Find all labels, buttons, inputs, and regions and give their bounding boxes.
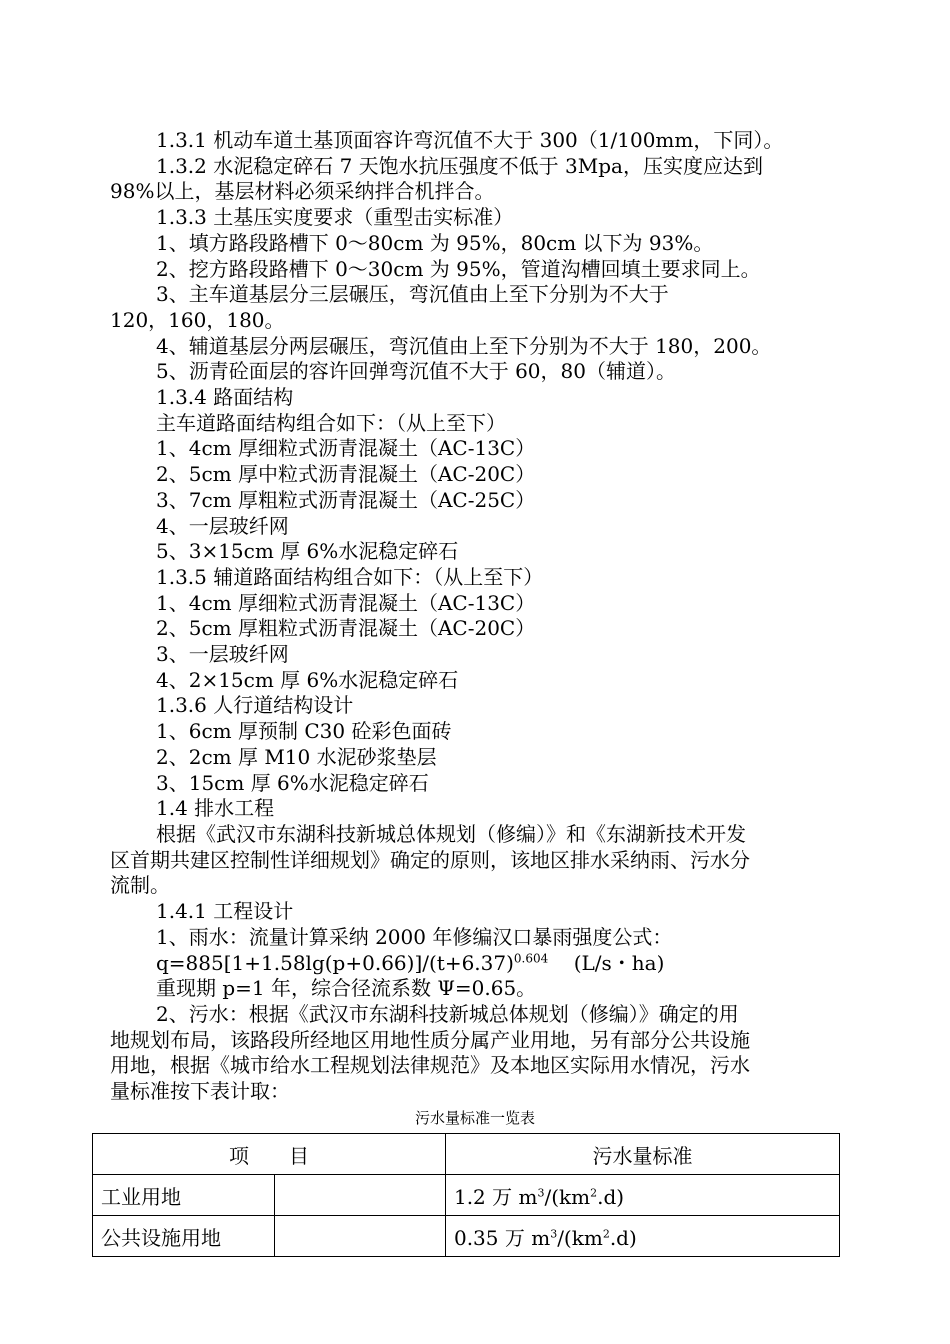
table-caption: 污水量标准一览表 (414, 1109, 535, 1127)
row-sub (274, 1175, 445, 1216)
text-line: 1、4cm 厚细粒式沥青混凝土（AC-13C） (156, 436, 536, 461)
paragraph-block-2 (110, 976, 832, 1105)
table-row (93, 1175, 840, 1216)
formula-main: q=885[1+1.58lg(p+0.66)]/(t+6.37) (156, 950, 514, 975)
text-line: 1.4 排水工程 (156, 796, 275, 821)
text-line: 1.3.4 路面结构 (156, 385, 294, 410)
text-line: 5、沥青砼面层的容许回弹弯沉值不大于 60，80（辅道）。 (156, 359, 676, 384)
text-line: 2、污水：根据《武汉市东湖科技新城总体规划（修编）》确定的用 (156, 1001, 739, 1026)
text-line: 3、15cm 厚 6%水泥稳定碎石 (156, 770, 429, 795)
text-line: 1、6cm 厚预制 C30 砼彩色面砖 (156, 719, 452, 744)
text-line: 1.3.5 辅道路面结构组合如下：（从上至下） (156, 564, 544, 589)
text-line: 1.3.6 人行道结构设计 (156, 693, 354, 718)
text-line: 根据《武汉市东湖科技新城总体规划（修编）》和《东湖新技术开发 (156, 821, 746, 846)
text-line: 2、5cm 厚粗粒式沥青混凝土（AC-20C） (156, 616, 536, 641)
text-line: 2、5cm 厚中粒式沥青混凝土（AC-20C） (156, 462, 536, 487)
text-line: 4、一层玻纤网 (156, 513, 289, 538)
text-line: 1.3.3 土基压实度要求（重型击实标准） (156, 205, 514, 230)
text-line: 地规划布局，该路段所经地区用地性质分属产业用地，另有部分公共设施 (110, 1027, 750, 1052)
row-value: 0.35 万 $m^3/(km^2.d)$ (445, 1216, 839, 1257)
text-line: 2、2cm 厚 M10 水泥砂浆垫层 (156, 744, 437, 769)
text-line: 3、一层玻纤网 (156, 642, 289, 667)
formula-unit: (L/s・ha) (573, 950, 665, 975)
paragraph-block (110, 128, 832, 951)
text-line: 1、雨水：流量计算采纳 2000 年修编汉口暴雨强度公式： (156, 924, 673, 949)
text-line: 1.3.2 水泥稳定碎石 7 天饱水抗压强度不低于 3Mpa，压实度应达到 (156, 153, 763, 178)
table-header-row (93, 1134, 840, 1175)
text-line: 1、填方路段路槽下 0～80cm 为 95%，80cm 以下为 93%。 (156, 230, 714, 255)
text-line: 用地，根据《城市给水工程规划法律规范》及本地区实际用水情况，污水 (110, 1053, 750, 1078)
row-value: 1.2 万 $m^3/(km^2.d)$ (445, 1175, 839, 1216)
text-line: 主车道路面结构组合如下：（从上至下） (156, 410, 506, 435)
text-line: 4、辅道基层分两层碾压，弯沉值由上至下分别为不大于 180，200。 (156, 333, 772, 358)
row-item: 公共设施用地 (93, 1216, 275, 1257)
text-line: 4、2×15cm 厚 6%水泥稳定碎石 (156, 667, 459, 692)
text-line: 2、挖方路段路槽下 0～30cm 为 95%，管道沟槽回填土要求同上。 (156, 256, 761, 281)
header-standard: 污水量标准 (445, 1134, 839, 1175)
text-line: 1、4cm 厚细粒式沥青混凝土（AC-13C） (156, 590, 536, 615)
text-line: 5、3×15cm 厚 6%水泥稳定碎石 (156, 539, 459, 564)
sewage-standard-table (92, 1133, 840, 1257)
row-item: 工业用地 (93, 1175, 275, 1216)
table-row (93, 1216, 840, 1257)
document-body (110, 128, 832, 1105)
row-sub (274, 1216, 445, 1257)
header-item: 项 目 (93, 1134, 446, 1175)
text-line: 区首期共建区控制性详细规划》确定的原则，该地区排水采纳雨、污水分 (110, 847, 750, 872)
text-line: 3、主车道基层分三层碾压，弯沉值由上至下分别为不大于 (156, 282, 669, 307)
text-line: 98%以上，基层材料必须采纳拌合机拌合。 (110, 179, 495, 204)
text-line: 120，160，180。 (110, 307, 285, 332)
formula-exponent: 0.604 (513, 950, 549, 965)
text-line: 1.3.1 机动车道土基顶面容许弯沉值不大于 300（1/100mm，下同）。 (156, 128, 784, 152)
text-line: 1.4.1 工程设计 (156, 899, 294, 924)
rainfall-formula (110, 951, 832, 977)
text-line: 3、7cm 厚粗粒式沥青混凝土（AC-25C） (156, 487, 536, 512)
text-line: 重现期 p=1 年，综合径流系数 Ψ=0.65。 (156, 976, 537, 1001)
text-line: 量标准按下表计取： (110, 1079, 290, 1104)
text-line: 流制。 (110, 873, 170, 898)
